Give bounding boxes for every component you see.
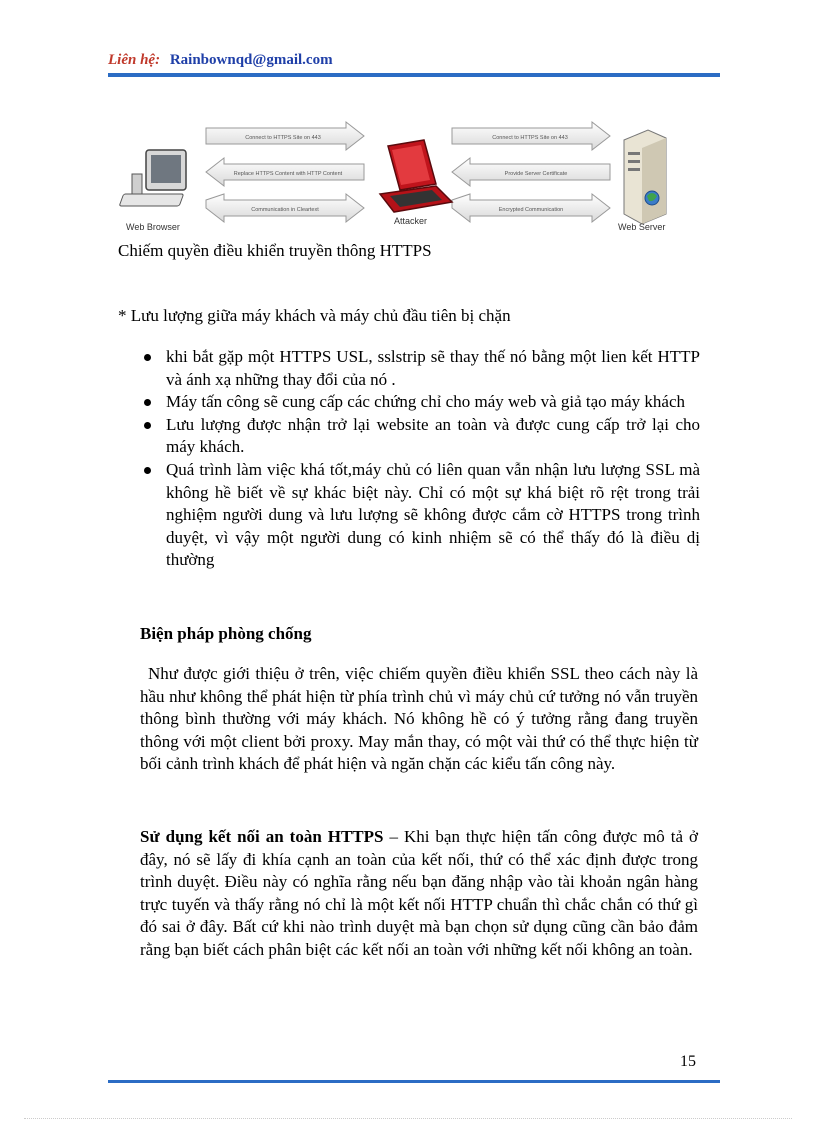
web-browser-label: Web Browser xyxy=(126,222,180,232)
sslstrip-diagram xyxy=(118,116,702,240)
attacker-laptop-icon xyxy=(380,140,452,212)
paragraph-https xyxy=(140,826,698,962)
paragraph-https-body: – Khi bạn thực hiện tấn công được mô tả ở đây, nó sẽ lấy đi khía cạnh an toàn của kết nối, thứ có thể xác định được trong trình duyệt. Điều này có nghĩa rằng nếu bạn đăng nhập vào tài khoản ngân hàng trực tuyến và thấy rằng nó chỉ là một kết nối HTTP chuẩn thì chắc chắn có thứ gì đó sai ở đây. Bất cứ khi nào trình duyệt mà bạn chọn sử dụng cũng cần bảo đảm rằng bạn biết cách phân biệt các kết nối an toàn với những kết nối không an toàn. xyxy=(140,827,699,959)
page-header xyxy=(108,52,333,69)
left-arrow-1-label: Connect to HTTPS Site on 443 xyxy=(245,135,321,141)
header-rule xyxy=(108,73,720,77)
right-arrow-1-label: Connect to HTTPS Site on 443 xyxy=(492,135,568,141)
page-number: 15 xyxy=(680,1053,696,1070)
web-server-label: Web Server xyxy=(618,222,666,232)
bullet-icon xyxy=(144,399,151,406)
page-edge xyxy=(24,1118,792,1119)
left-arrow-2 xyxy=(206,158,364,186)
attacker-label: Attacker xyxy=(394,216,428,226)
right-arrow-3-label: Encrypted Communication xyxy=(498,207,564,213)
left-arrow-3 xyxy=(206,194,364,222)
section-heading: Biện pháp phòng chống xyxy=(140,624,312,643)
left-arrow-3-label: Communication in Cleartext xyxy=(251,207,319,213)
contact-email[interactable]: Rainbownqd@gmail.com xyxy=(169,52,333,68)
left-arrow-1 xyxy=(206,122,364,150)
bullet-list xyxy=(144,346,700,572)
left-arrow-2-label: Replace HTTPS Content with HTTP Content xyxy=(233,171,343,177)
list-item: khi bắt gặp một HTTPS USL, sslstrip sẽ thay thế nó bằng một lien kết HTTP và ánh xạ những thay đổi của nó . xyxy=(144,346,700,391)
bullet-icon xyxy=(144,467,151,474)
right-arrow-1 xyxy=(452,122,610,150)
paragraph-https-lead: Sử dụng kết nối an toàn HTTPS xyxy=(140,827,384,846)
list-item: Máy tấn công sẽ cung cấp các chứng chỉ cho máy web và giả tạo máy khách xyxy=(144,391,700,414)
footer-rule xyxy=(108,1080,720,1083)
right-arrow-2 xyxy=(452,158,610,186)
paragraph-intro: Như được giới thiệu ở trên, việc chiếm quyền điều khiển SSL theo cách này là hầu như không thể phát hiện từ phía trình chủ vì máy chủ cứ tưởng nó vẫn truyền thông bình thường với máy khách. Nó không hề có ý tưởng rằng đang truyền thông với một client bởi proxy. May mắn thay, có một vài thứ có thể thực hiện từ bối cảnh trình khách để phát hiện và ngăn chặn các kiểu tấn công này. xyxy=(140,664,698,774)
contact-label: Liên hệ: xyxy=(108,52,161,68)
right-arrow-3 xyxy=(452,194,610,222)
star-line: * Lưu lượng giữa máy khách và máy chủ đầu tiên bị chặn xyxy=(118,306,511,325)
list-item: Quá trình làm việc khá tốt,máy chủ có liên quan vẫn nhận lưu lượng SSL mà không hề biết về sự khác biệt này. Chỉ có một sự khá biệt rõ rệt trong trải nghiệm người dung và lưu lượng sẽ không được cắm cờ HTTPS trong trình duyệt, vì vậy một người dung có kinh nhiệm sẽ có thể thấy đó là điều dị thường xyxy=(144,459,700,572)
figure-caption: Chiếm quyền điều khiển truyền thông HTTPS xyxy=(118,241,432,260)
bullet-icon xyxy=(144,422,151,429)
web-browser-icon xyxy=(119,150,186,206)
bullet-icon xyxy=(144,354,151,361)
right-arrow-2-label: Provide Server Certificate xyxy=(504,171,568,177)
list-item: Lưu lượng được nhận trở lại website an toàn và được cung cấp trở lại cho máy khách. xyxy=(144,414,700,459)
web-server-icon xyxy=(624,130,666,224)
